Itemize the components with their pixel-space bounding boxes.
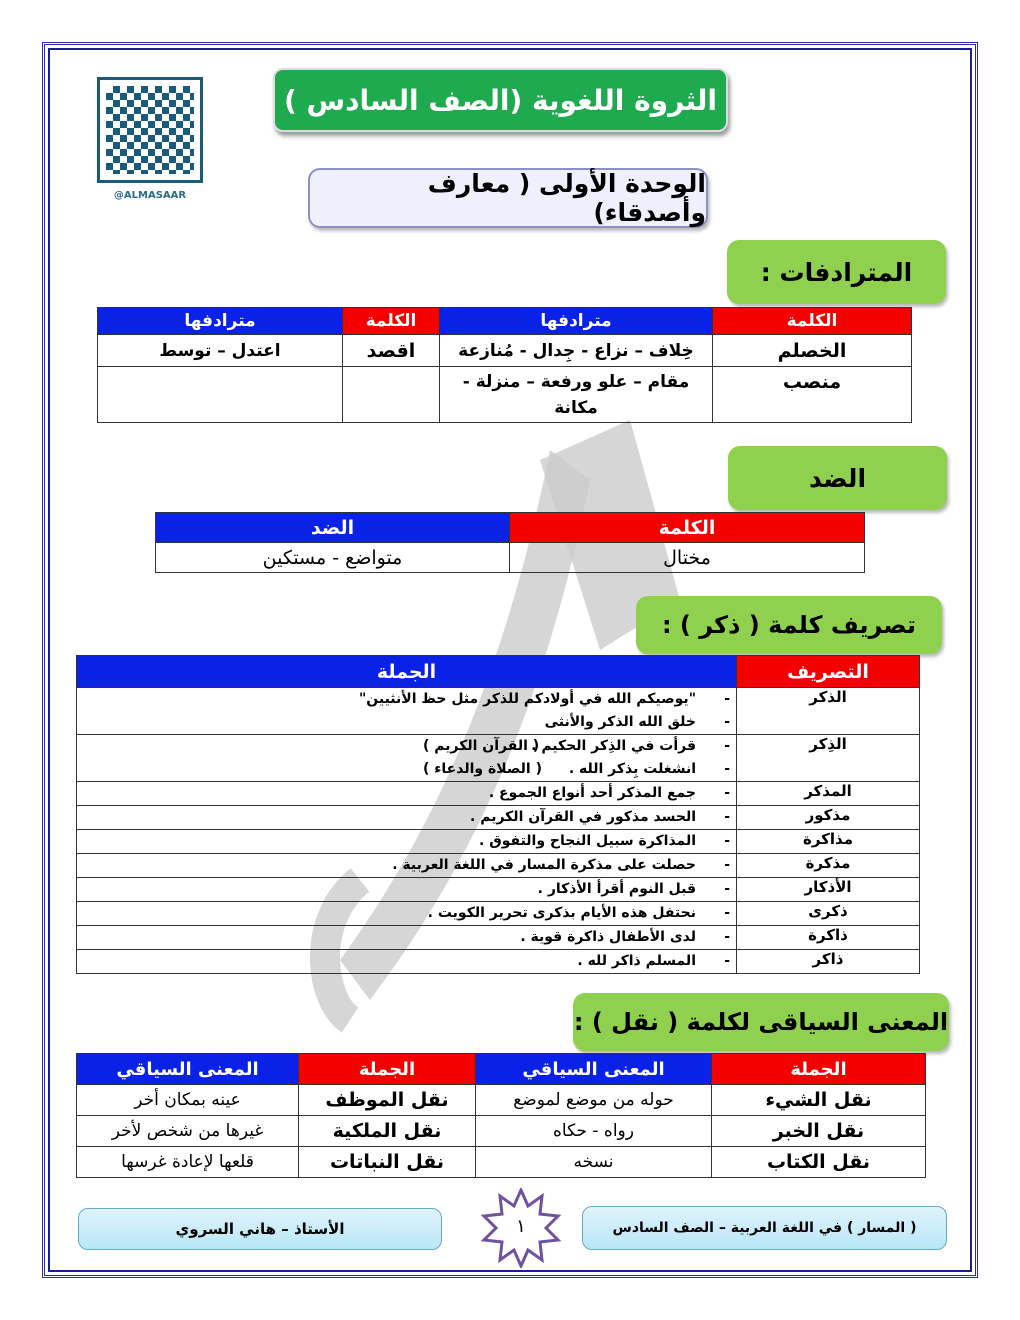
col-header: مترادفها [440,308,713,335]
cell: اقصد [343,335,440,367]
sentence-text: المذاكرة سبيل النجاح والتفوق . [479,833,696,849]
conjugation-word: الأذكار [737,878,920,902]
sentence-text: حصلت على مذكرة المسار في اللغة العربية . [392,857,696,873]
cell: الخصلم [713,335,912,367]
conjugation-word: ذاكرة [737,926,920,950]
table-row [77,878,920,902]
sentence-text: انشغلت بِذكر الله . [568,761,696,777]
sentence-text: لدى الأطفال ذاكرة قوية . [520,929,696,945]
conjugation-word: مذاكرة [737,830,920,854]
sentence [83,902,696,925]
antonyms-table [155,512,865,573]
series-box: ( المسار ) في اللغة العربية – الصف السادس [582,1206,947,1250]
table-row [77,830,920,854]
cell: خِلاف – نزاع - جِدال - مُنازعة [440,335,713,367]
context-heading: المعنى السياقى لكلمة ( نقل ) : [573,993,949,1051]
synonyms-heading: المترادفات : [727,240,946,304]
sentence-text: جمع المذكر أحد أنواع الجموع . [488,785,696,801]
meaning-cell: قلعها لإعادة غرسها [77,1147,299,1178]
col-header: المعنى السياقي [476,1054,712,1085]
cell: متواضع - مستكين [156,543,510,573]
table-row [77,926,920,950]
meaning-cell: نسخه [476,1147,712,1178]
conjugation-sentences [77,830,737,854]
conjugation-sentences [77,926,737,950]
conjugation-word: الذِكر [737,735,920,782]
sentence [83,950,696,973]
col-header: المعنى السياقي [77,1054,299,1085]
conjugation-table [76,655,920,974]
col-header: الجملة [712,1054,926,1085]
sentence [83,735,696,758]
sentence-text: قبل النوم أقرأ الأذكار . [537,881,696,897]
conjugation-word: مذكور [737,806,920,830]
sentence-text: الحسد مذكور في القرآن الكريم . [470,809,696,825]
conjugation-sentences [77,950,737,974]
source-note: ( الصلاة والدعاء ) [423,761,542,777]
table-row [98,367,912,423]
sentence [83,758,696,781]
phrase-cell: نقل الملكية [299,1116,476,1147]
cell: منصب [713,367,912,423]
source-note: ( القرآن الكريم ) [423,738,540,754]
qr-handle: @ALMASAAR [113,190,187,201]
conjugation-sentences [77,902,737,926]
table-row [156,543,865,573]
sentence-text: قرأت في الذِكر الحكيم . [531,738,696,754]
unit-title: الوحدة الأولى ( معارف وأصدقاء) [308,168,708,228]
sentence-text: نحتفل هذه الأيام بذكرى تحرير الكويت . [427,905,696,921]
meaning-cell: رواه - حكاه [476,1116,712,1147]
conjugation-word: مذكرة [737,854,920,878]
table-row [77,950,920,974]
meaning-cell: عينه بمكان أخر [77,1085,299,1116]
context-table [76,1053,926,1178]
sentence [83,688,696,711]
conjugation-sentences [77,688,737,735]
table-row [77,1085,926,1116]
conjugation-sentences [77,782,737,806]
table-row [77,1147,926,1178]
conjugation-sentences [77,878,737,902]
table-row [77,902,920,926]
phrase-cell: نقل الشيء [712,1085,926,1116]
cell [343,367,440,423]
teacher-box: الأستاذ – هاني السروي [78,1208,442,1250]
col-header: الكلمة [343,308,440,335]
sentence-text: المسلم ذاكر لله . [577,953,696,969]
sentence [83,926,696,949]
table-row [98,335,912,367]
table-row [77,735,920,782]
col-header: الجملة [299,1054,476,1085]
sentence-text: خلق الله الذكر والأنثى [544,714,696,730]
meaning-cell: حوله من موضع لموضع [476,1085,712,1116]
conjugation-word: الذكر [737,688,920,735]
col-header: الجملة [77,656,737,688]
phrase-cell: نقل الخبر [712,1116,926,1147]
conjugation-word: ذاكر [737,950,920,974]
qr-code [100,80,200,180]
sentence [83,782,696,805]
conjugation-word: المذكر [737,782,920,806]
page-title: الثروة اللغوية (الصف السادس ) [273,68,728,132]
sentence [83,854,696,877]
cell: اعتدل – توسط [98,335,343,367]
conjugation-sentences [77,806,737,830]
meaning-cell: غيرها من شخص لأخر [77,1116,299,1147]
cell: مختال [510,543,865,573]
table-row [77,854,920,878]
col-header: الكلمة [713,308,912,335]
col-header: التصريف [737,656,920,688]
table-row [77,782,920,806]
antonyms-heading: الضد [728,446,947,510]
conjugation-sentences [77,854,737,878]
phrase-cell: نقل الموظف [299,1085,476,1116]
sentence [83,711,696,734]
sentence [83,830,696,853]
col-header: الكلمة [510,513,865,543]
cell: مقام – علو ورفعة – منزلة - مكانة [440,367,713,423]
phrase-cell: نقل النباتات [299,1147,476,1178]
conjugation-sentences [77,735,737,782]
phrase-cell: نقل الكتاب [712,1147,926,1178]
cell [98,367,343,423]
col-header: الضد [156,513,510,543]
synonyms-table [97,307,912,423]
conjugation-heading: تصريف كلمة ( ذكر ) : [636,596,942,654]
sentence [83,878,696,901]
conjugation-word: ذكرى [737,902,920,926]
table-row [77,806,920,830]
page-number: ١ [516,1216,526,1237]
table-row [77,1116,926,1147]
sentence [83,806,696,829]
col-header: مترادفها [98,308,343,335]
table-row [77,688,920,735]
sentence-text: "يوصيكم الله في أولادكم للذكر مثل حظ الأنثيين" [358,691,696,707]
